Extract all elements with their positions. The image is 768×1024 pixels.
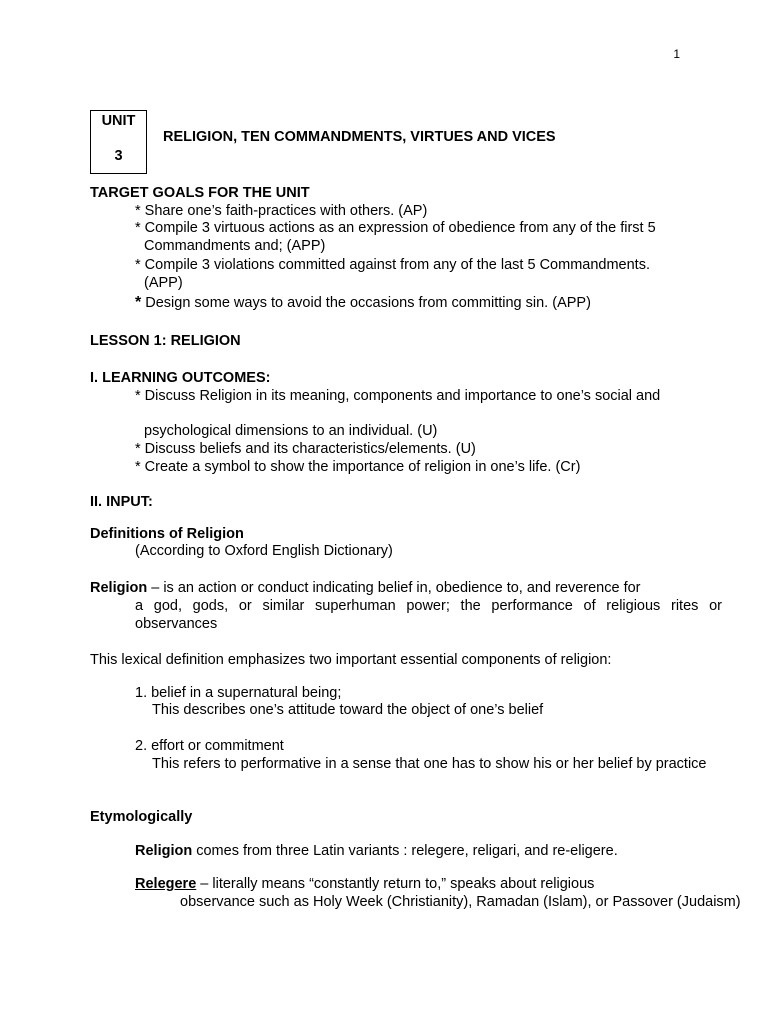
- lexical-definition-text: This lexical definition emphasizes two important essential components of religion:: [90, 652, 612, 668]
- relegere-term: Relegere: [135, 876, 197, 892]
- unit-title: RELIGION, TEN COMMANDMENTS, VIRTUES AND VICES: [163, 129, 556, 145]
- unit-box: [90, 110, 147, 174]
- definitions-source: (According to Oxford English Dictionary): [135, 543, 393, 559]
- outcome-3: * Create a symbol to show the importance of religion in one’s life. (Cr): [135, 459, 581, 475]
- goal-2-line-2: Commandments and; (APP): [144, 238, 326, 254]
- unit-number: 3: [114, 148, 123, 164]
- input-heading: II. INPUT:: [90, 494, 153, 510]
- lesson-heading: LESSON 1: RELIGION: [90, 333, 241, 349]
- page-number: 1: [673, 47, 680, 61]
- goal-3-line-1: * Compile 3 violations committed against from any of the last 5 Commandments.: [135, 257, 650, 273]
- goal-4-bullet: *: [135, 294, 142, 311]
- component-1-desc: This describes one’s attitude toward the object of one’s belief: [152, 702, 544, 718]
- goal-2-line-1: * Compile 3 virtuous actions as an expression of obedience from any of the first 5: [135, 220, 656, 236]
- unit-label: UNIT: [101, 113, 136, 129]
- outcome-2: * Discuss beliefs and its characteristics/elements. (U): [135, 441, 476, 457]
- religion-etymology: [90, 843, 722, 861]
- goal-4-text: Design some ways to avoid the occasions from committing sin. (APP): [145, 295, 591, 311]
- relegere-line-1: [90, 876, 722, 894]
- relegere-rest: observance such as Holy Week (Christianity), Ramadan (Islam), or Passover (Judaism): [180, 894, 741, 910]
- religion-term: Religion: [90, 580, 148, 596]
- outcomes-heading: I. LEARNING OUTCOMES:: [90, 370, 271, 386]
- religion-def-start: – is an action or conduct indicating belief in, obedience to, and reverence for: [147, 580, 641, 596]
- religion-definition-line-1: [90, 580, 677, 598]
- religion-definition-rest: a god, gods, or similar superhuman power; the performance of religious rites or observances: [135, 598, 722, 632]
- definitions-heading: Definitions of Religion: [90, 526, 244, 542]
- goal-3-line-2: (APP): [144, 275, 183, 291]
- target-goals-heading: TARGET GOALS FOR THE UNIT: [90, 185, 310, 201]
- religion-etym-term: Religion: [135, 843, 193, 859]
- component-2-desc: This refers to performative in a sense that one has to show his or her belief by practice: [152, 756, 707, 772]
- component-1-title: 1. belief in a supernatural being;: [135, 685, 342, 701]
- outcome-1-line-1: * Discuss Religion in its meaning, components and importance to one’s social and: [135, 388, 661, 404]
- goal-4: [90, 294, 722, 313]
- relegere-def-start: – literally means “constantly return to,” speaks about religious: [196, 876, 595, 892]
- component-2-title: 2. effort or commitment: [135, 738, 284, 754]
- religion-etym-text: comes from three Latin variants : relegere, religari, and re-eligere.: [192, 843, 618, 859]
- etymology-heading: Etymologically: [90, 809, 193, 825]
- outcome-1-line-2: psychological dimensions to an individual. (U): [144, 423, 438, 439]
- goal-1: * Share one’s faith-practices with others. (AP): [135, 203, 428, 219]
